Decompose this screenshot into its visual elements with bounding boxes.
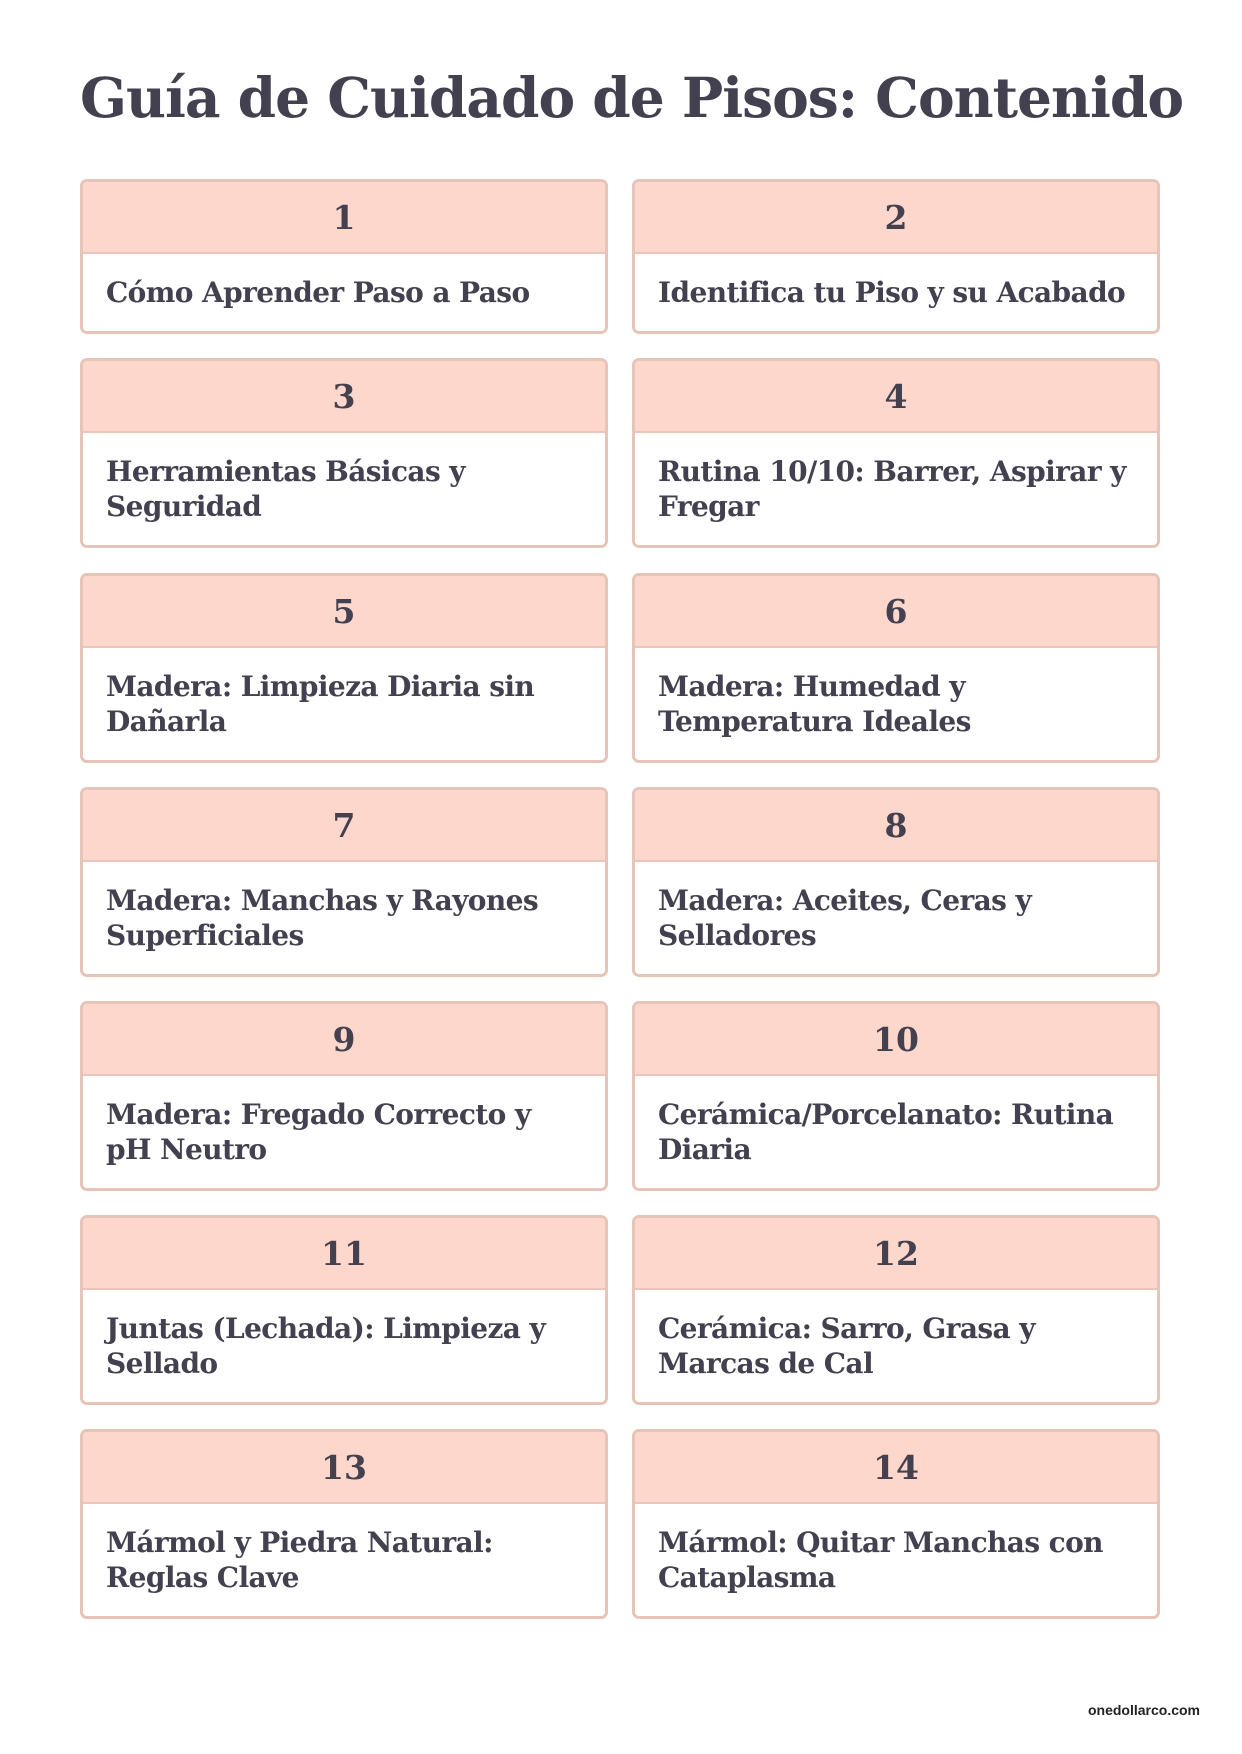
card-header [635, 1432, 1157, 1504]
card-body [635, 433, 1157, 545]
card-number: 6 [884, 591, 908, 631]
card-header [635, 1004, 1157, 1076]
footer-website: onedollarco.com [1087, 1702, 1200, 1718]
toc-card[interactable] [632, 358, 1160, 548]
card-title: Mármol y Piedra Natural: Reglas Clave [106, 1526, 493, 1594]
toc-card[interactable] [632, 787, 1160, 977]
card-header [83, 1004, 605, 1076]
card-title: Mármol: Quitar Manchas con Cataplasma [658, 1526, 1103, 1594]
card-number: 1 [332, 197, 356, 237]
card-header [635, 361, 1157, 433]
toc-card[interactable] [80, 358, 608, 548]
card-header [83, 361, 605, 433]
toc-card[interactable] [80, 1429, 608, 1619]
card-body [83, 862, 605, 974]
toc-card[interactable] [632, 1215, 1160, 1405]
card-body [83, 1290, 605, 1402]
card-body [635, 648, 1157, 760]
toc-card[interactable] [632, 573, 1160, 763]
card-title: Juntas (Lechada): Limpieza y Sellado [106, 1312, 546, 1380]
card-title: Madera: Manchas y Rayones Superficiales [106, 884, 539, 952]
card-title: Madera: Humedad y Temperatura Ideales [658, 670, 971, 738]
card-title: Cerámica/Porcelanato: Rutina Diaria [658, 1098, 1114, 1166]
card-title: Cómo Aprender Paso a Paso [106, 276, 530, 309]
card-title: Rutina 10/10: Barrer, Aspirar y Fregar [658, 455, 1126, 523]
toc-card[interactable] [80, 1001, 608, 1191]
card-header [83, 790, 605, 862]
card-header [83, 182, 605, 254]
card-number: 3 [332, 376, 356, 416]
card-number: 5 [332, 591, 356, 631]
card-body [83, 1504, 605, 1616]
card-body [635, 1290, 1157, 1402]
card-body [635, 1076, 1157, 1188]
card-number: 11 [321, 1233, 367, 1273]
card-body [635, 862, 1157, 974]
card-body [635, 254, 1157, 331]
toc-card[interactable] [632, 1429, 1160, 1619]
card-title: Cerámica: Sarro, Grasa y Marcas de Cal [658, 1312, 1035, 1380]
card-header [635, 790, 1157, 862]
card-title: Identifica tu Piso y su Acabado [658, 276, 1126, 309]
toc-card[interactable] [80, 1215, 608, 1405]
card-header [83, 1432, 605, 1504]
card-header [83, 576, 605, 648]
card-title: Madera: Limpieza Diaria sin Dañarla [106, 670, 535, 738]
page-title: Guía de Cuidado de Pisos: Contenido [80, 65, 1184, 130]
card-number: 13 [321, 1447, 367, 1487]
card-body [83, 648, 605, 760]
card-header [635, 576, 1157, 648]
card-number: 9 [332, 1019, 356, 1059]
card-body [635, 1504, 1157, 1616]
card-header [635, 1218, 1157, 1290]
card-header [635, 182, 1157, 254]
toc-card[interactable] [80, 179, 608, 334]
card-number: 7 [332, 805, 356, 845]
card-body [83, 433, 605, 545]
card-number: 12 [873, 1233, 919, 1273]
toc-card[interactable] [80, 573, 608, 763]
card-number: 14 [873, 1447, 919, 1487]
card-body [83, 254, 605, 331]
card-number: 10 [873, 1019, 919, 1059]
toc-card[interactable] [80, 787, 608, 977]
card-number: 4 [884, 376, 908, 416]
card-body [83, 1076, 605, 1188]
card-header [83, 1218, 605, 1290]
toc-card[interactable] [632, 1001, 1160, 1191]
card-title: Herramientas Básicas y Seguridad [106, 455, 465, 523]
card-number: 8 [884, 805, 908, 845]
toc-card[interactable] [632, 179, 1160, 334]
card-title: Madera: Fregado Correcto y pH Neutro [106, 1098, 531, 1166]
card-title: Madera: Aceites, Ceras y Selladores [658, 884, 1032, 952]
card-number: 2 [884, 197, 908, 237]
table-of-contents [80, 179, 1160, 1619]
